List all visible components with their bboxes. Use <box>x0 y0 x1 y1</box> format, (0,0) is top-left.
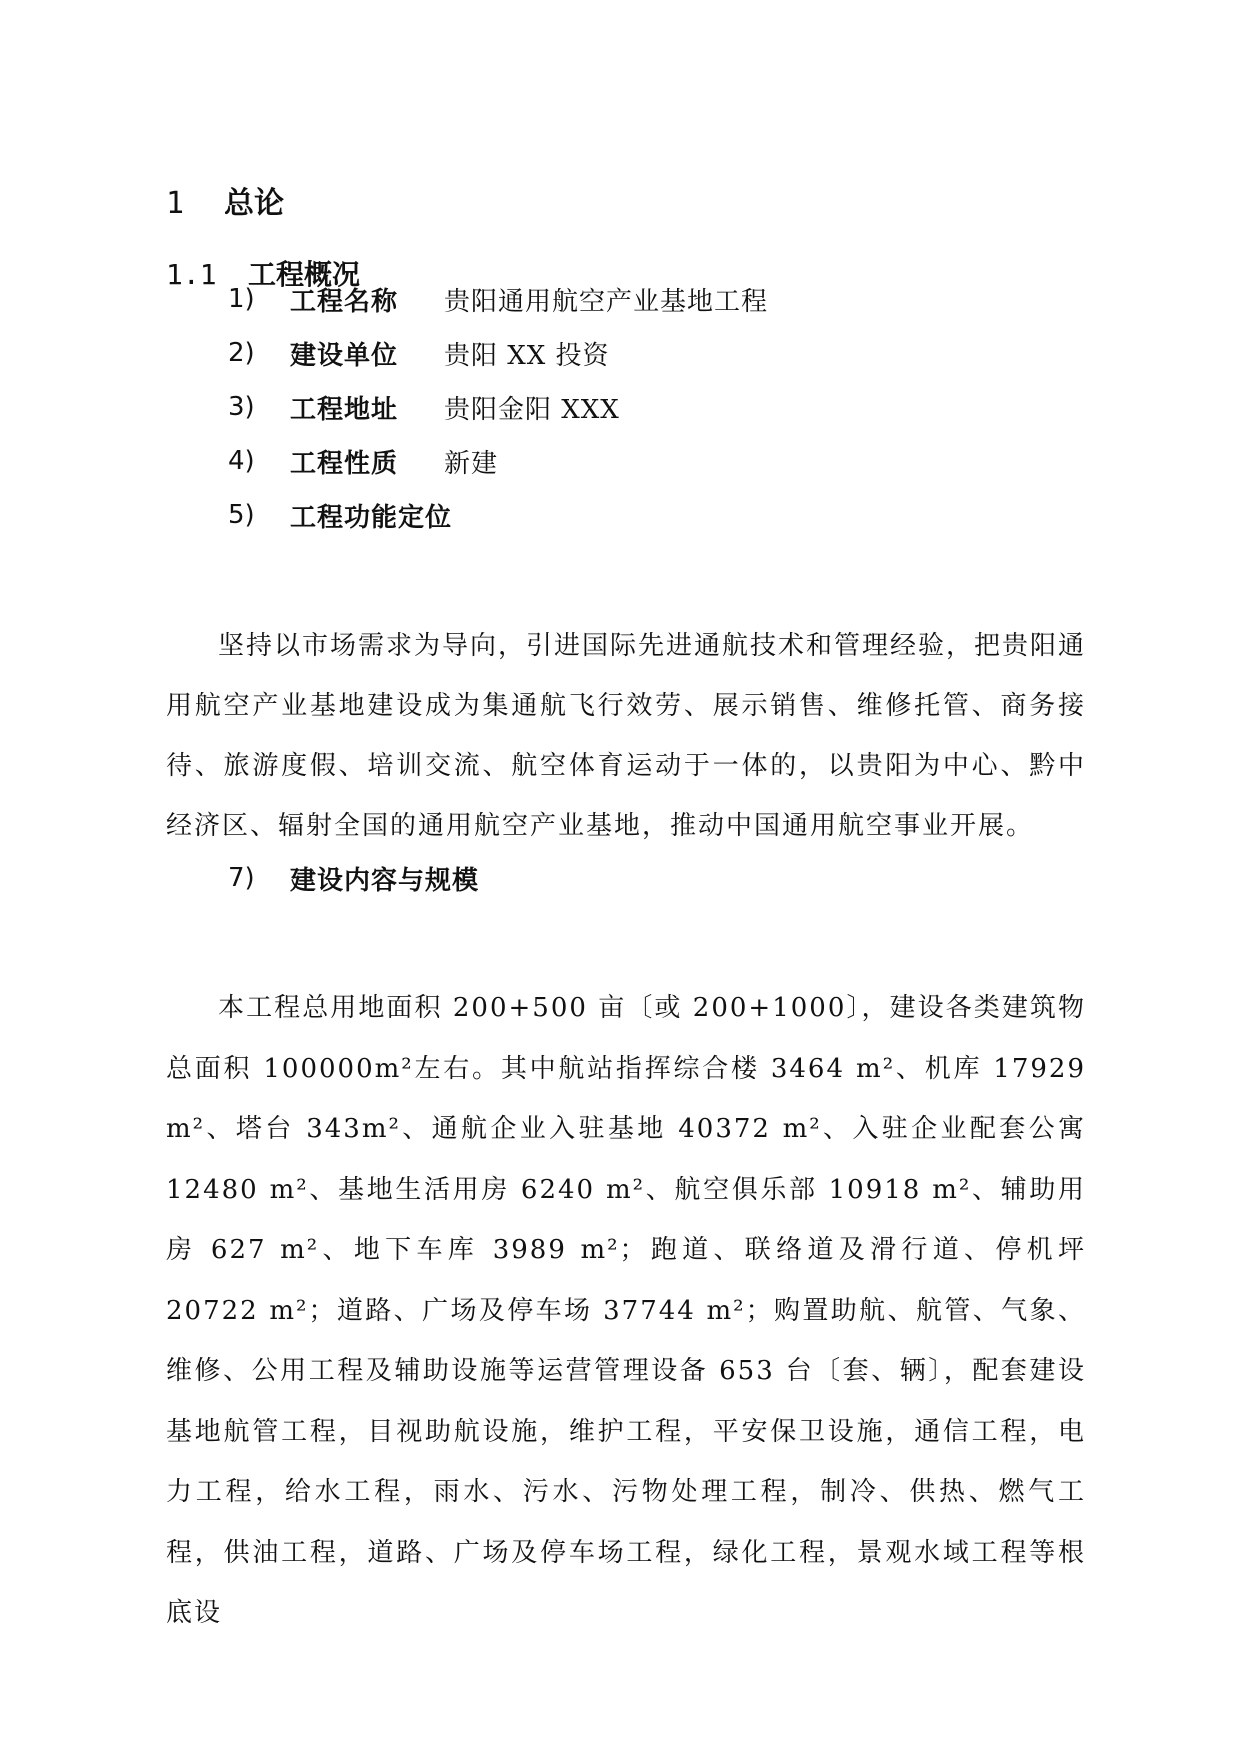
chapter-number: 1 <box>166 186 185 221</box>
item-number: 5) <box>228 500 255 530</box>
section-title: 工程概况 <box>248 258 361 291</box>
item-label: 工程名称 <box>290 286 399 317</box>
item-label: 工程性质 <box>290 448 399 479</box>
item-construction-content <box>228 858 479 898</box>
item-value: 贵阳通用航空产业基地工程 <box>444 286 769 317</box>
item-number: 2) <box>228 338 255 368</box>
item-number: 1) <box>228 284 255 314</box>
item-number: 7) <box>228 863 255 893</box>
item-function-positioning <box>228 495 452 535</box>
item-label: 工程地址 <box>290 394 399 425</box>
chapter-heading <box>166 178 284 222</box>
chapter-title: 总论 <box>224 186 284 221</box>
item-value: 贵阳 XX 投资 <box>444 340 610 371</box>
item-project-nature <box>228 441 498 481</box>
item-value: 贵阳金阳 XXX <box>444 394 620 425</box>
item-label: 建设内容与规模 <box>290 865 480 896</box>
item-project-address <box>228 387 620 427</box>
item-label: 工程功能定位 <box>290 502 453 533</box>
construction-scale-paragraph: 本工程总用地面积 200+500 亩〔或 200+1000〕，建设各类建筑物总面积 100000m²左右。其中航站指挥综合楼 3464 m²、机库 17929 m²、塔台 343m²、通航企业入驻基地 40372 m²、入驻企业配套公寓 12480 m²、基地生活用房 6240 m²、航空俱乐部 10918 m²、辅助用房 627 m²、地下车库 3989 m²；跑道、联络道及滑行道、停机坪 20722 m²；道路、广场及停车场 37744 m²；购置助航、航管、气象、维修、公用工程及辅助设施等运营管理设备 653 台〔套、辆〕，配套建设基地航管工程，目视助航设施，维护工程，平安保卫设施，通信工程，电力工程，给水工程，雨水、污水、污物处理工程，制冷、供热、燃气工程，供油工程，道路、广场及停车场工程，绿化工程，景观水域工程等根底设 <box>166 993 1086 1628</box>
section-number: 1.1 <box>166 258 217 291</box>
item-number: 4) <box>228 446 255 476</box>
item-label: 建设单位 <box>290 340 399 371</box>
item-number: 3) <box>228 392 255 422</box>
item-construction-unit <box>228 333 610 373</box>
item-value: 新建 <box>444 448 499 479</box>
item-project-name <box>228 279 768 319</box>
function-positioning-paragraph: 坚持以市场需求为导向，引进国际先进通航技术和管理经验，把贵阳通用航空产业基地建设成为集通航飞行效劳、展示销售、维修托管、商务接待、旅游度假、培训交流、航空体育运动于一体的，以贵阳为中心、黔中经济区、辐射全国的通用航空产业基地，推动中国通用航空事业开展。 <box>166 631 1087 841</box>
